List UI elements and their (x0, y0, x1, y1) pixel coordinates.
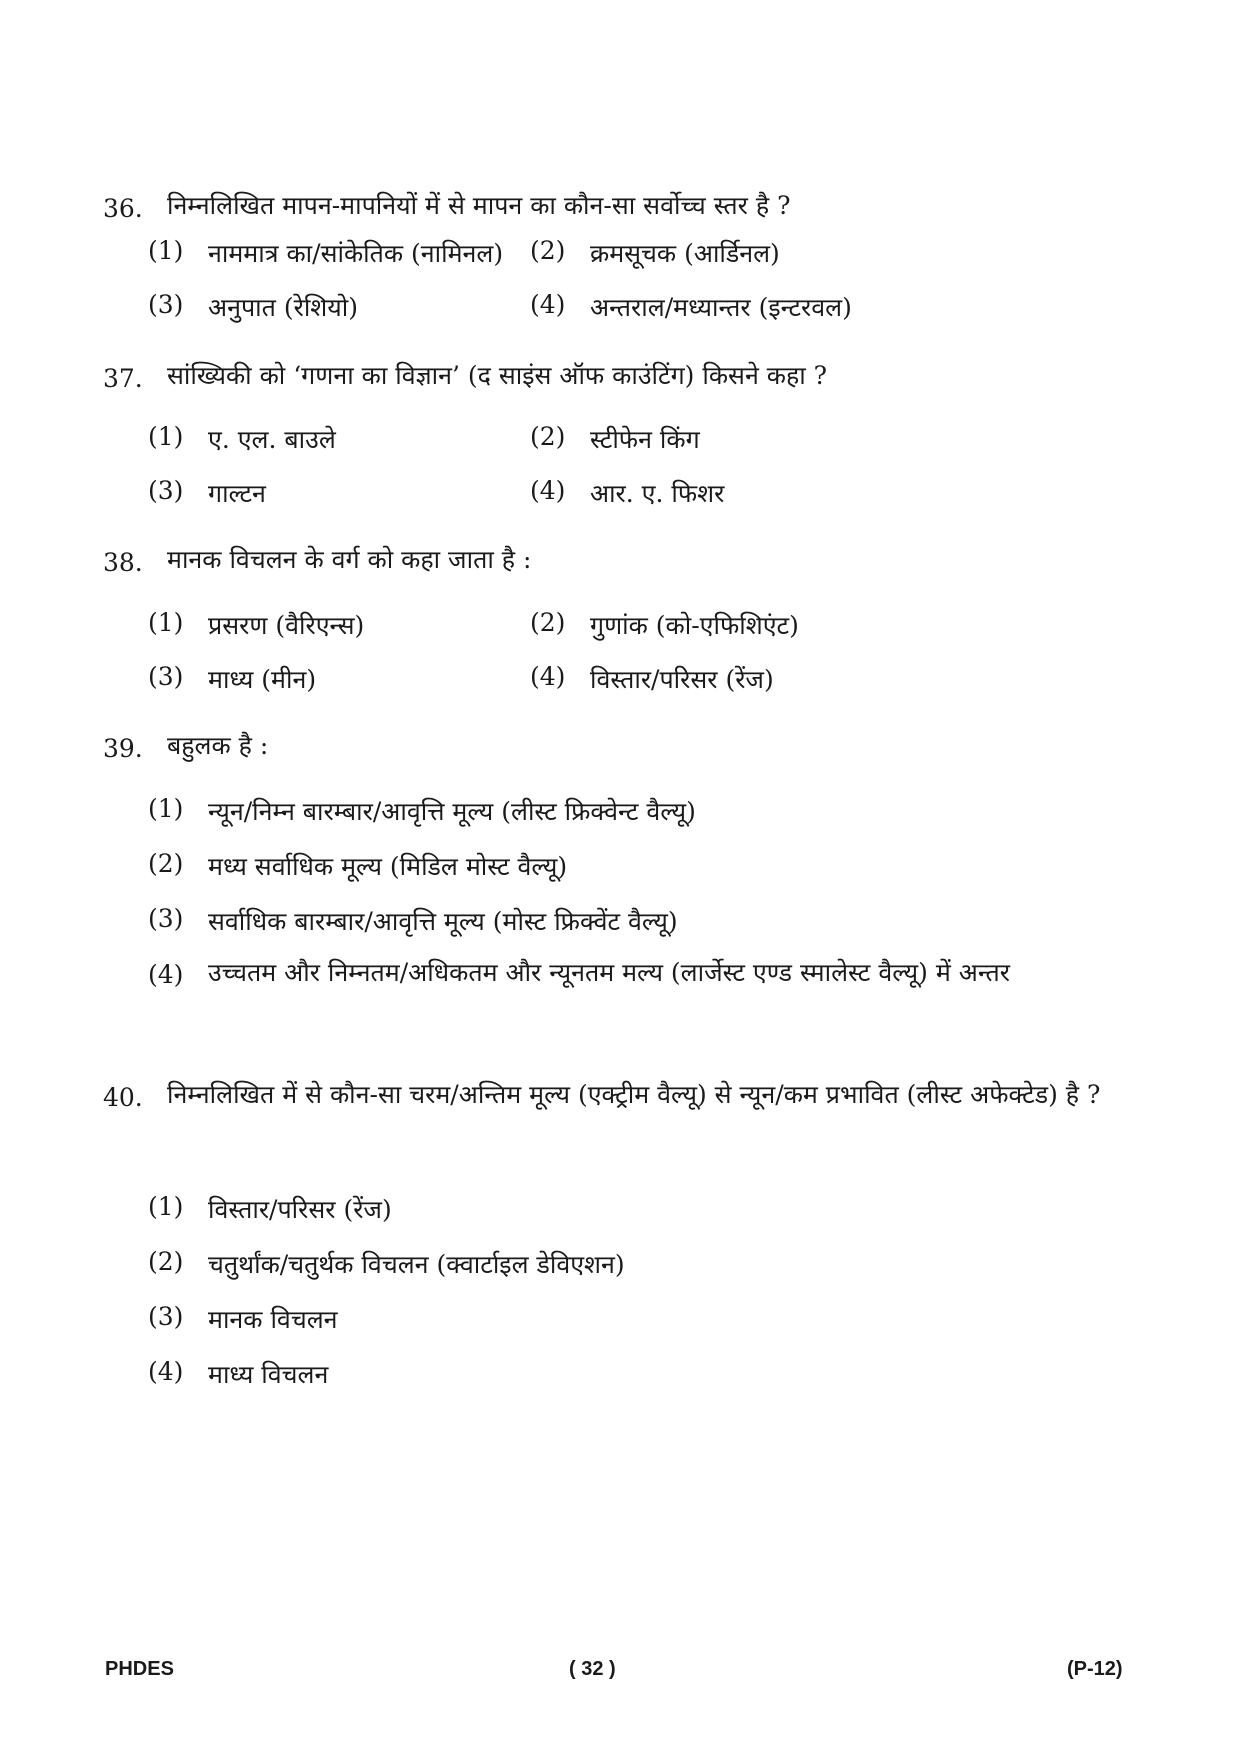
option-text: माध्य (मीन) (208, 665, 317, 694)
option-39-2 (148, 849, 567, 883)
option-text: अन्तराल/मध्यान्तर (इन्टरवल) (590, 293, 852, 322)
option-36-1 (148, 236, 503, 270)
option-38-4 (530, 662, 774, 696)
question-text: बहुलक है : (167, 731, 269, 760)
option-text: गुणांक (को-एफिशिएंट) (590, 611, 799, 640)
option-number: (1) (148, 422, 184, 451)
option-number: (2) (530, 422, 566, 451)
option-38-3 (148, 662, 316, 696)
option-number: (1) (148, 794, 184, 823)
question-37 (103, 361, 1167, 406)
footer-set: (P-12) (1067, 1658, 1123, 1680)
option-number: (3) (148, 290, 184, 319)
option-number: (3) (148, 904, 184, 933)
option-text: विस्तार/परिसर (रेंज) (208, 1195, 392, 1224)
option-39-4 (148, 960, 1128, 1002)
option-number: (2) (530, 608, 566, 637)
option-39-1 (148, 794, 696, 828)
option-40-3 (148, 1302, 338, 1336)
question-40 (103, 1080, 1167, 1125)
option-37-3 (148, 476, 266, 510)
option-text: माध्य विचलन (208, 1360, 329, 1389)
option-text: न्यून/निम्न बारम्बार/आवृत्ति मूल्य (लीस्ट फ्रिक्वेन्ट वैल्यू) (208, 797, 696, 826)
option-number: (1) (148, 236, 184, 265)
option-number: (4) (148, 960, 184, 989)
option-36-3 (148, 290, 358, 324)
option-text: क्रमसूचक (आर्डिनल) (590, 239, 780, 268)
option-38-2 (530, 608, 799, 642)
question-number: 39. (103, 734, 143, 763)
option-number: (1) (148, 608, 184, 637)
option-text: स्टीफेन किंग (590, 425, 700, 454)
option-number: (4) (530, 290, 566, 319)
option-number: (4) (148, 1357, 184, 1386)
option-number: (3) (148, 662, 184, 691)
option-text: सर्वाधिक बारम्बार/आवृत्ति मूल्य (मोस्ट फ्रिक्वेंट वैल्यू) (208, 907, 678, 936)
option-number: (2) (148, 1247, 184, 1276)
question-text: सांख्यिकी को ‘गणना का विज्ञान’ (द साइंस ऑफ काउंटिंग) किसने कहा ? (167, 361, 828, 390)
option-text: विस्तार/परिसर (रेंज) (590, 665, 774, 694)
option-number: (3) (148, 1302, 184, 1331)
option-37-4 (530, 476, 724, 510)
question-39 (103, 731, 1167, 776)
question-36 (103, 191, 1167, 236)
option-text: उच्चतम और निम्नतम/अधिकतम और न्यूनतम मल्य (लार्जेस्ट एण्ड स्मालेस्ट वैल्यू) में अन्तर (208, 958, 1011, 987)
option-text: चतुर्थांक/चतुर्थक विचलन (क्वार्टाइल डेविएशन) (208, 1250, 625, 1279)
question-number: 38. (103, 548, 143, 577)
question-number: 37. (103, 364, 143, 393)
question-38 (103, 545, 1167, 590)
page-number: ( 32 ) (569, 1658, 616, 1680)
option-number: (4) (530, 476, 566, 505)
option-text: मानक विचलन (208, 1305, 338, 1334)
question-text: मानक विचलन के वर्ग को कहा जाता है : (167, 545, 532, 574)
question-text: निम्नलिखित मापन-मापनियों में से मापन का कौन-सा सर्वोच्च स्तर है ? (167, 191, 791, 220)
option-38-1 (148, 608, 364, 642)
option-40-1 (148, 1192, 392, 1226)
option-number: (1) (148, 1192, 184, 1221)
option-text: आर. ए. फिशर (590, 479, 725, 508)
option-number: (4) (530, 662, 566, 691)
question-number: 40. (103, 1083, 143, 1112)
option-number: (2) (530, 236, 566, 265)
option-text: प्रसरण (वैरिएन्स) (208, 611, 365, 640)
option-36-2 (530, 236, 780, 270)
footer-code: PHDES (105, 1658, 174, 1680)
option-37-2 (530, 422, 700, 456)
option-37-1 (148, 422, 336, 456)
option-text: गाल्टन (208, 479, 266, 508)
option-number: (3) (148, 476, 184, 505)
question-number: 36. (103, 194, 143, 223)
option-40-4 (148, 1357, 328, 1391)
question-text: निम्नलिखित में से कौन-सा चरम/अन्तिम मूल्य (एक्ट्रीम वैल्यू) से न्यून/कम प्रभावित (लीस्ट अफेक्टेड) है ? (167, 1080, 1101, 1109)
option-36-4 (530, 290, 852, 324)
option-39-3 (148, 904, 678, 938)
option-text: ए. एल. बाउले (208, 425, 336, 454)
option-text: नाममात्र का/सांकेतिक (नामिनल) (208, 239, 504, 268)
option-text: अनुपात (रेशियो) (208, 293, 359, 322)
option-40-2 (148, 1247, 625, 1281)
option-text: मध्य सर्वाधिक मूल्य (मिडिल मोस्ट वैल्यू) (208, 852, 568, 881)
option-number: (2) (148, 849, 184, 878)
